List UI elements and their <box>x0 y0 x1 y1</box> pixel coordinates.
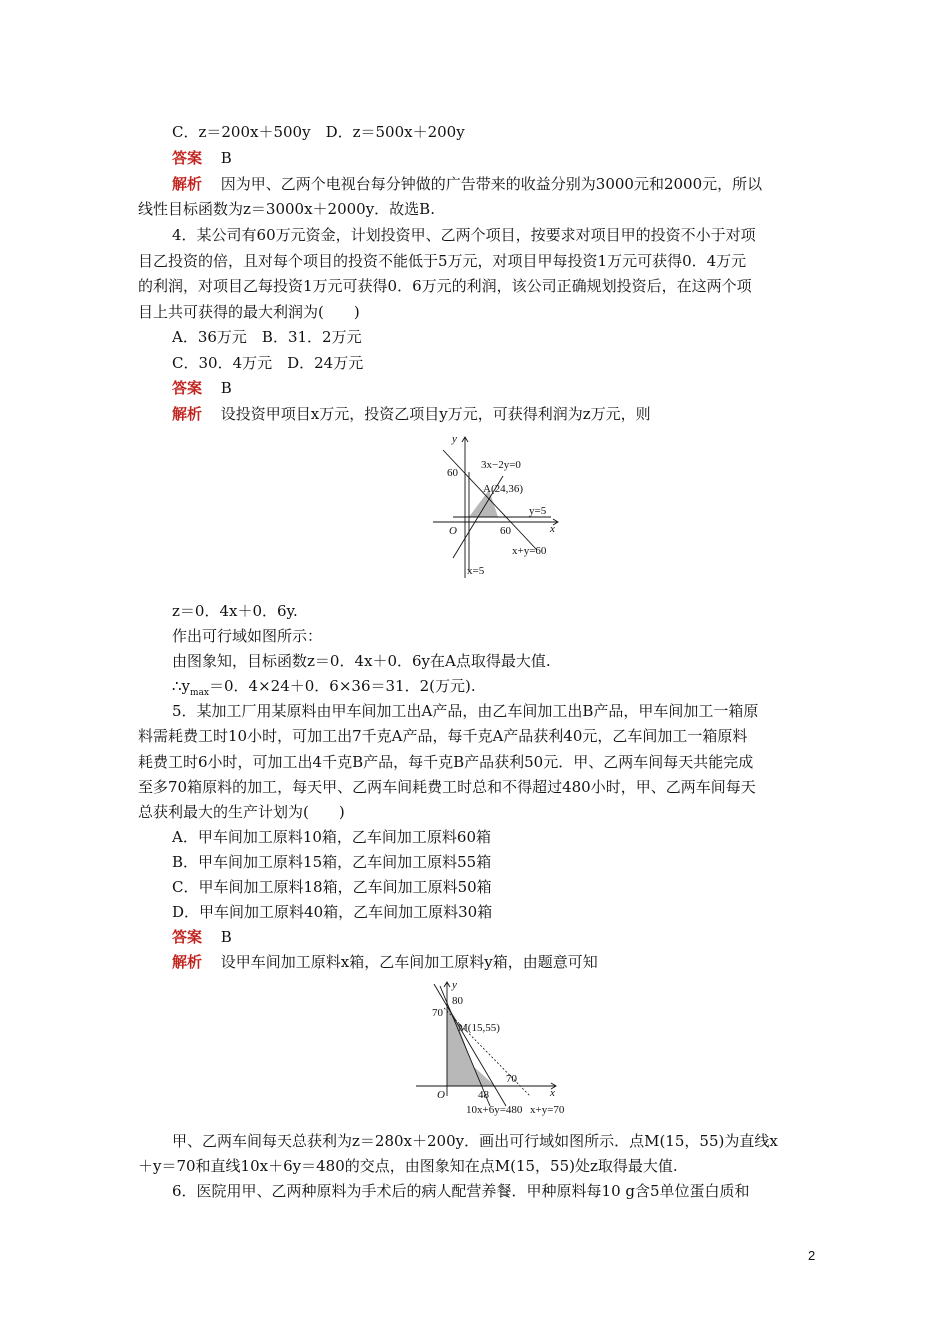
x-tick-70: 70 <box>506 1073 517 1085</box>
y-axis-label: y <box>452 979 457 991</box>
analysis-label: 解析 <box>172 953 203 971</box>
line-label-y5: y=5 <box>529 505 547 517</box>
x-axis-label: x <box>550 1087 555 1099</box>
q5-stem-2: 料需耗费工时10小时，可加工出7千克A产品，每千克A产品获利40元，乙车间加工一箱原料 <box>138 727 748 745</box>
q3-analysis-line2: 线性目标函数为z＝3000x＋2000y．故选B. <box>138 200 435 218</box>
line-label-3x-2y: 3x−2y=0 <box>481 459 521 471</box>
q5-answer <box>172 926 232 948</box>
q3-analysis-line1 <box>172 173 762 195</box>
y-axis-label: y <box>452 433 457 445</box>
analysis-label: 解析 <box>172 405 203 423</box>
q5-stem-4: 至多70箱原料的加工，每天甲、乙两车间耗费工时总和不得超过480小时，甲、乙两车间每天 <box>138 778 756 796</box>
q5-stem-3: 耗费工时6小时，可加工出4千克B产品，每千克B产品获利50元．甲、乙两车间每天共能完成 <box>138 753 754 771</box>
page-number: 2 <box>808 1248 816 1263</box>
line-x-plus-y-70 <box>434 984 506 1106</box>
answer-value: B <box>220 379 232 397</box>
line-label-x5: x=5 <box>467 565 485 577</box>
q4-stem-3: 的利润，对项目乙每投资1万元可获得0．6万元的利润，该公司正确规划投资后，在这两个项 <box>138 277 752 295</box>
line-label-x-plus-y: x+y=60 <box>512 545 547 557</box>
q4-after-1: z＝0．4x＋0．6y. <box>172 602 298 620</box>
answer-value: B <box>220 149 232 167</box>
analysis-text: 因为甲、乙两个电视台每分钟做的广告带来的收益分别为3000元和2000元，所以 <box>220 175 763 193</box>
line-label-10x-6y: 10x+6y=480 <box>466 1104 523 1116</box>
answer-label: 答案 <box>172 928 203 946</box>
y-tick-60: 60 <box>447 467 458 479</box>
answer-value: B <box>220 928 232 946</box>
origin-label: O <box>437 1089 445 1101</box>
x-tick-60: 60 <box>500 525 511 537</box>
feasible-region <box>447 1005 495 1086</box>
q4-stem-4: 目上共可获得的最大利润为( ) <box>138 303 360 321</box>
q5-option-b: B．甲车间加工原料15箱，乙车间加工原料55箱 <box>172 853 492 871</box>
q4-stem-1: 4．某公司有60万元资金，计划投资甲、乙两个项目，按要求对项目甲的投资不小于对项 <box>172 226 756 244</box>
q4-after-3: 由图象知，目标函数z＝0．4x＋0．6y在A点取得最大值. <box>172 652 551 670</box>
q5-option-c: C．甲车间加工原料18箱，乙车间加工原料50箱 <box>172 878 492 896</box>
y-tick-80: 80 <box>452 995 463 1007</box>
line-label-x-plus-y: x+y=70 <box>530 1104 565 1116</box>
q5-analysis <box>172 951 598 973</box>
q5-feasible-region-figure <box>410 978 582 1122</box>
max-subscript: max <box>190 688 210 698</box>
x-tick-48: 48 <box>478 1089 489 1101</box>
analysis-text: 设投资甲项目x万元，投资乙项目y万元，可获得利润为z万元，则 <box>220 405 651 423</box>
analysis-text: 设甲车间加工原料x箱，乙车间加工原料y箱，由题意可知 <box>220 953 598 971</box>
answer-label: 答案 <box>172 379 203 397</box>
x-axis-label: x <box>550 523 555 535</box>
result-text: ＝0．4×24＋0．6×36＝31．2(万元). <box>209 677 476 695</box>
q4-feasible-region-figure <box>425 432 565 580</box>
y-tick-70: 70 <box>432 1007 443 1019</box>
analysis-label: 解析 <box>172 175 203 193</box>
q5-after-1: 甲、乙两车间每天总获利为z＝280x＋200y．画出可行域如图所示．点M(15，55)为直线x <box>172 1132 778 1150</box>
q4-options-cd: C．30．4万元 D．24万元 <box>172 354 364 372</box>
q5-option-a: A．甲车间加工原料10箱，乙车间加工原料60箱 <box>172 828 492 846</box>
q3-answer <box>172 147 232 169</box>
origin-label: O <box>449 525 457 537</box>
q4-stem-2: 目乙投资的倍，且对每个项目的投资不能低于5万元，对项目甲每投资1万元可获得0．4万元 <box>138 252 747 270</box>
q4-answer <box>172 377 232 399</box>
q4-options-ab: A．36万元 B．31．2万元 <box>172 328 362 346</box>
q5-option-d: D．甲车间加工原料40箱，乙车间加工原料30箱 <box>172 903 493 921</box>
q5-stem-5: 总获利最大的生产计划为( ) <box>138 803 345 821</box>
q5-after-2: ＋y＝70和直线10x＋6y＝480的交点，由图象知在点M(15，55)处z取得最大值. <box>138 1157 678 1175</box>
q5-stem-1: 5．某加工厂用某原料由甲车间加工出A产品，由乙车间加工出B产品，甲车间加工一箱原 <box>172 702 759 720</box>
point-a-label: A(24,36) <box>483 483 524 495</box>
q3-options-cd: C．z＝200x＋500y D．z＝500x＋200y <box>172 123 465 141</box>
therefore-y: ∴y <box>172 677 191 695</box>
q4-after-2: 作出可行域如图所示： <box>172 627 323 645</box>
answer-label: 答案 <box>172 149 203 167</box>
q6-stem-1: 6．医院用甲、乙两种原料为手术后的病人配营养餐．甲种原料每10 g含5单位蛋白质和 <box>172 1182 750 1200</box>
point-m-label: M(15,55) <box>458 1022 500 1034</box>
q4-analysis <box>172 403 651 425</box>
